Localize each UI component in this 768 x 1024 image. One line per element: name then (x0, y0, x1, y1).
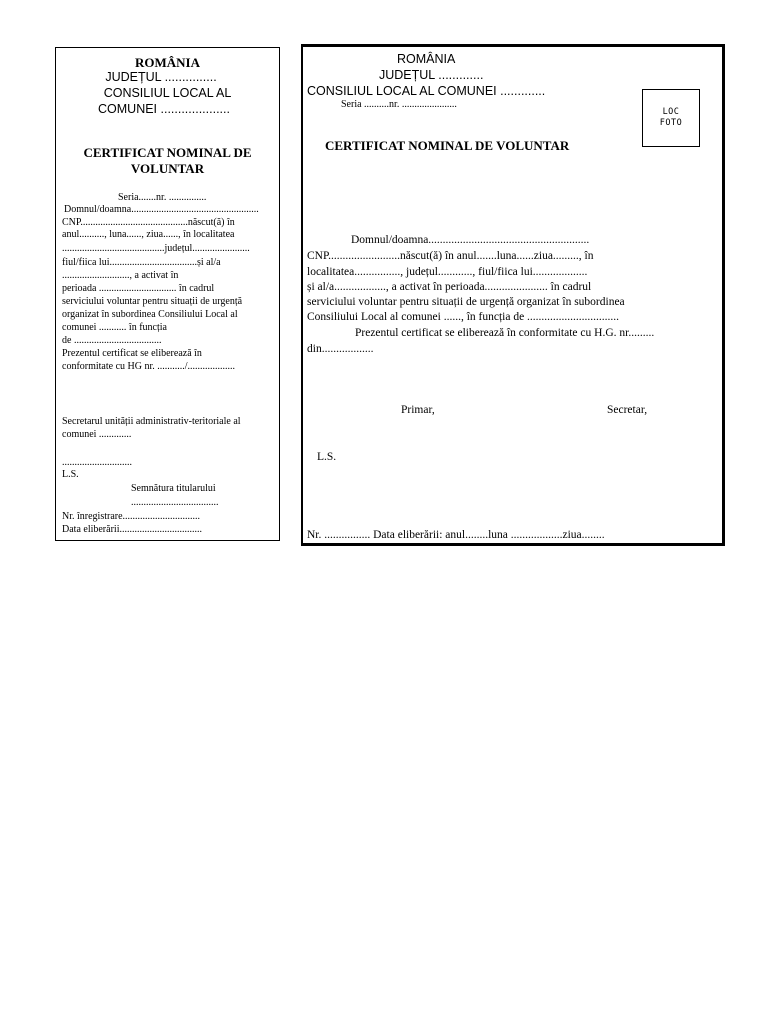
left-county: JUDEȚUL ............... (105, 70, 217, 84)
right-country: ROMÂNIA (397, 52, 456, 66)
left-registration-number: Nr. înregistrare............................... (62, 511, 201, 522)
right-body-line: Prezentul certificat se eliberează în conformitate cu H.G. nr......... (355, 327, 655, 339)
photo-label-line-2: FOTO (659, 118, 683, 128)
left-body-line: de ................................... (62, 335, 162, 346)
left-title-line-1: CERTIFICAT NOMINAL DE (83, 145, 252, 160)
left-body-line: Prezentul certificat se eliberează în (62, 348, 202, 359)
left-body-line: comunei ........... în funcția (62, 322, 167, 333)
right-council: CONSILIUL LOCAL AL COMUNEI ............. (307, 84, 546, 98)
left-ls-stamp: L.S. (62, 469, 79, 480)
photo-label-line-1: LOC (662, 106, 680, 117)
left-body-line: .........................................județul....................... (62, 243, 250, 254)
left-body-line: fiul/fiica lui...................................și al/a (62, 257, 221, 268)
right-body-line: Consiliului Local al comunei ......, în funcția de ................................ (307, 311, 620, 323)
right-series: Seria ..........nr. ...................... (341, 99, 457, 110)
left-body-line: organizat în subordinea Consiliului Local al (62, 309, 238, 320)
right-body-line: Domnul/doamna........................................................ (351, 234, 590, 246)
left-body-line: serviciului voluntar pentru situații de urgență (62, 296, 243, 307)
left-issue-date: Data eliberării................................. (62, 524, 202, 535)
left-body-line: perioada ............................... în cadrul (62, 283, 215, 294)
right-body-line: din.................. (307, 343, 374, 355)
right-ls-stamp: L.S. (317, 451, 337, 463)
left-holder-signature: Semnătura titularului (131, 483, 216, 494)
left-secretary-line-2: comunei ............. (62, 429, 132, 440)
left-country: ROMÂNIA (135, 55, 200, 70)
left-body-line: ..........................., a activat în (62, 270, 179, 281)
right-footer-registration: Nr. ................ Data eliberării: anul........luna ..................ziua........ (307, 529, 605, 541)
left-holder-dots: ................................... (131, 497, 219, 508)
left-council-line-1: CONSILIUL LOCAL AL (103, 86, 232, 100)
secretary-signature-label: Secretar, (607, 404, 648, 416)
right-body-line: localitatea................, județul............, fiul/fiica lui................... (307, 266, 588, 278)
left-secretary-line-1: Secretarul unității administrativ-teritoriale al (62, 416, 241, 427)
left-body-line: CNP...........................................născut(ă) în (62, 217, 235, 228)
mayor-signature-label: Primar, (401, 404, 435, 416)
left-council-line-2: COMUNEI .................... (98, 102, 230, 116)
left-body-line: anul.........., luna......, ziua......, în localitatea (62, 229, 235, 240)
left-body-line: Domnul/doamna................................................... (64, 204, 259, 215)
left-certificate-card (55, 47, 280, 541)
right-body-line: CNP.........................născut(ă) în anul.......luna......ziua........., în (307, 250, 594, 262)
left-series: Seria.......nr. ............... (118, 192, 207, 203)
left-signature-dots: ............................ (62, 457, 132, 468)
photo-placeholder (642, 89, 700, 147)
left-body-line: conformitate cu HG nr. .........../................... (62, 361, 236, 372)
right-body-line: serviciului voluntar pentru situații de urgență organizat în subordinea (307, 296, 625, 308)
right-county: JUDEȚUL ............. (379, 68, 484, 82)
right-title: CERTIFICAT NOMINAL DE VOLUNTAR (325, 138, 570, 153)
left-title-line-2: VOLUNTAR (130, 161, 205, 176)
right-body-line: și al/a.................., a activat în perioada...................... în cadrul (307, 281, 592, 293)
right-certificate-card (301, 44, 725, 546)
